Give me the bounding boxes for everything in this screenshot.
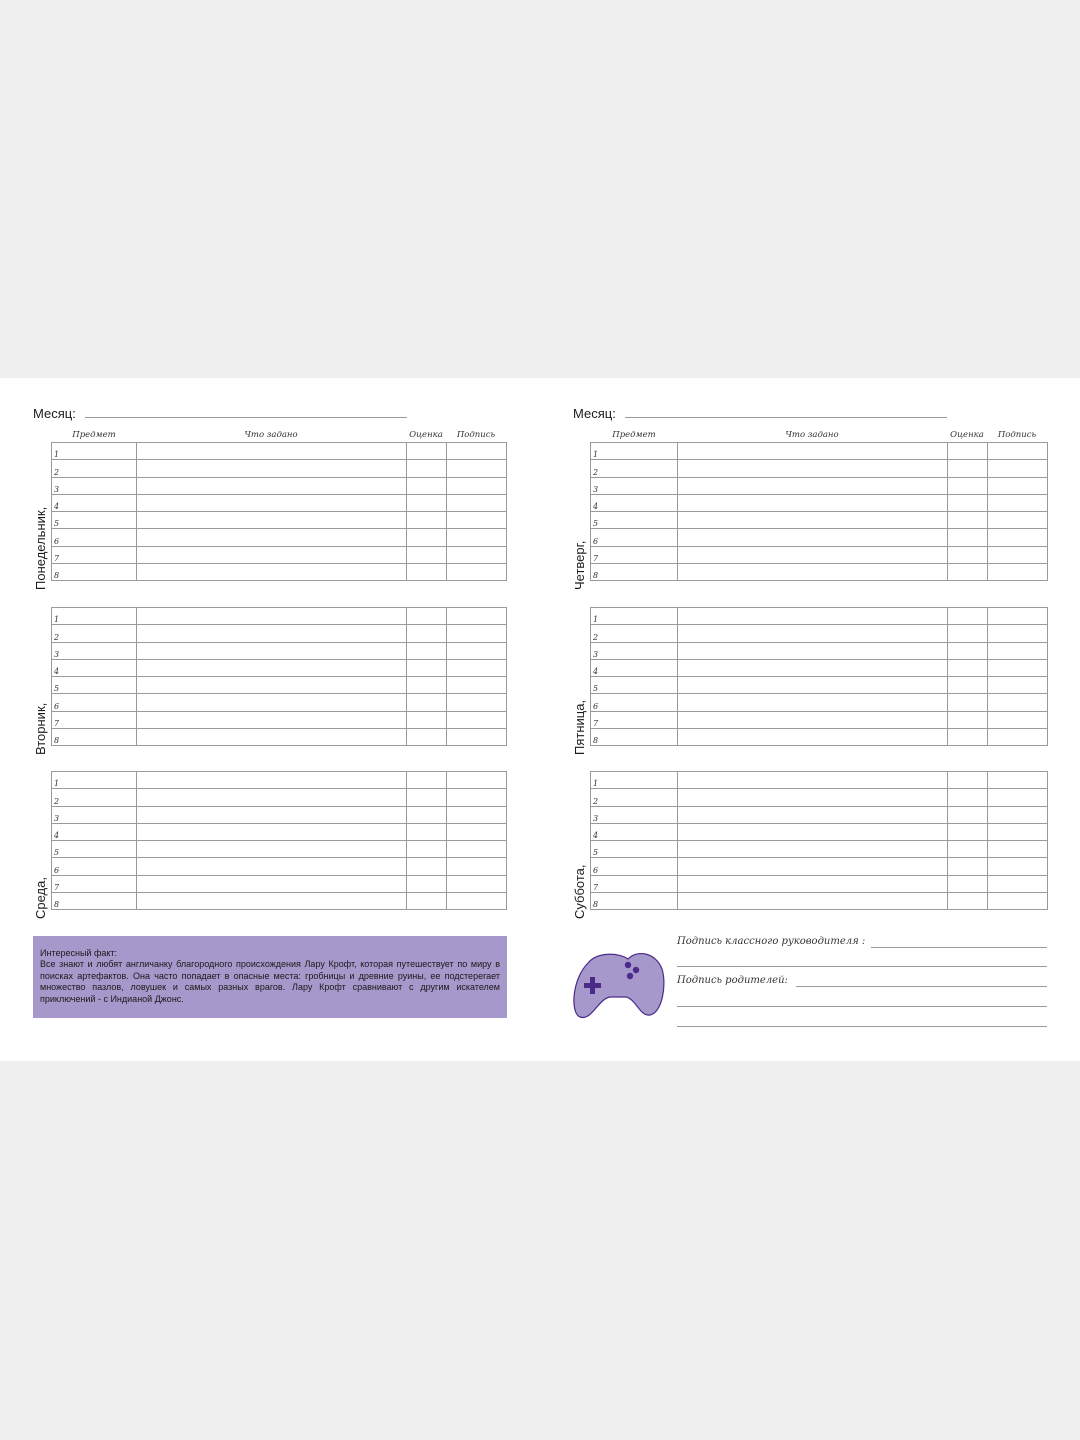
signature-cell[interactable] bbox=[988, 642, 1048, 659]
gamepad-icon bbox=[570, 943, 666, 1021]
subject-cell[interactable]: 7 bbox=[591, 875, 678, 892]
table-row bbox=[591, 564, 1048, 581]
subject-cell[interactable]: 2 bbox=[591, 460, 678, 477]
grade-cell[interactable] bbox=[948, 841, 988, 858]
task-cell[interactable] bbox=[137, 512, 407, 529]
task-cell[interactable] bbox=[137, 875, 407, 892]
task-cell[interactable] bbox=[137, 729, 407, 746]
task-cell[interactable] bbox=[137, 694, 407, 711]
grade-cell[interactable] bbox=[407, 443, 447, 460]
grade-cell[interactable] bbox=[407, 823, 447, 840]
task-cell[interactable] bbox=[137, 529, 407, 546]
parents-signature-line-2[interactable] bbox=[677, 1006, 1047, 1007]
month-line-left[interactable] bbox=[85, 417, 407, 418]
header-grade-left: Оценка bbox=[409, 430, 443, 440]
grade-cell[interactable] bbox=[948, 694, 988, 711]
table-row bbox=[591, 625, 1048, 642]
task-cell[interactable] bbox=[678, 659, 948, 676]
grade-cell[interactable] bbox=[948, 608, 988, 625]
table-row bbox=[52, 512, 507, 529]
day-name-label: Вторник, bbox=[33, 702, 48, 755]
day-name-label: Четверг, bbox=[572, 540, 587, 590]
subject-cell[interactable]: 8 bbox=[52, 729, 137, 746]
grade-cell[interactable] bbox=[407, 546, 447, 563]
subject-cell[interactable]: 4 bbox=[52, 494, 137, 511]
grade-cell[interactable] bbox=[948, 460, 988, 477]
grade-cell[interactable] bbox=[948, 659, 988, 676]
signature-cell[interactable] bbox=[447, 858, 507, 875]
subject-cell[interactable]: 8 bbox=[591, 729, 678, 746]
month-label-right bbox=[573, 406, 616, 421]
signature-cell[interactable] bbox=[447, 642, 507, 659]
table-row bbox=[52, 858, 507, 875]
task-cell[interactable] bbox=[678, 546, 948, 563]
subject-cell[interactable]: 2 bbox=[591, 625, 678, 642]
signature-cell[interactable] bbox=[988, 729, 1048, 746]
grade-cell[interactable] bbox=[948, 642, 988, 659]
task-cell[interactable] bbox=[137, 772, 407, 789]
table-row bbox=[52, 806, 507, 823]
subject-cell[interactable]: 4 bbox=[52, 659, 137, 676]
signature-cell[interactable] bbox=[988, 625, 1048, 642]
grade-cell[interactable] bbox=[407, 477, 447, 494]
subject-cell[interactable]: 8 bbox=[52, 564, 137, 581]
day-table bbox=[590, 607, 1048, 746]
task-cell[interactable] bbox=[137, 642, 407, 659]
signature-cell[interactable] bbox=[988, 823, 1048, 840]
task-cell[interactable] bbox=[137, 477, 407, 494]
task-cell[interactable] bbox=[678, 711, 948, 728]
month-line-right[interactable] bbox=[625, 417, 947, 418]
subject-cell[interactable]: 8 bbox=[52, 893, 137, 910]
grade-cell[interactable] bbox=[407, 711, 447, 728]
day-table bbox=[51, 607, 507, 746]
grade-cell[interactable] bbox=[948, 529, 988, 546]
grade-cell[interactable] bbox=[948, 858, 988, 875]
grade-cell[interactable] bbox=[407, 642, 447, 659]
signature-cell[interactable] bbox=[988, 659, 1048, 676]
signature-cell[interactable] bbox=[447, 711, 507, 728]
table-row bbox=[52, 875, 507, 892]
header-grade-right: Оценка bbox=[950, 430, 984, 440]
signature-cell[interactable] bbox=[447, 875, 507, 892]
signature-cell[interactable] bbox=[447, 659, 507, 676]
task-cell[interactable] bbox=[137, 494, 407, 511]
signature-cell[interactable] bbox=[988, 494, 1048, 511]
month-label-left bbox=[33, 406, 76, 421]
signature-cell[interactable] bbox=[988, 477, 1048, 494]
table-row bbox=[591, 546, 1048, 563]
header-subject-right: Предмет bbox=[612, 430, 656, 440]
subject-cell[interactable]: 7 bbox=[591, 711, 678, 728]
grade-cell[interactable] bbox=[948, 823, 988, 840]
table-row bbox=[591, 642, 1048, 659]
teacher-signature-line[interactable] bbox=[871, 947, 1047, 948]
header-signature-left: Подпись bbox=[456, 430, 496, 440]
signature-cell[interactable] bbox=[447, 443, 507, 460]
table-row bbox=[591, 875, 1048, 892]
grade-cell[interactable] bbox=[407, 841, 447, 858]
task-cell[interactable] bbox=[678, 625, 948, 642]
table-row bbox=[591, 608, 1048, 625]
grade-cell[interactable] bbox=[407, 677, 447, 694]
task-cell[interactable] bbox=[137, 893, 407, 910]
task-cell[interactable] bbox=[678, 642, 948, 659]
task-cell[interactable] bbox=[137, 443, 407, 460]
teacher-signature-line-2[interactable] bbox=[677, 966, 1047, 967]
signature-cell[interactable] bbox=[988, 875, 1048, 892]
task-cell[interactable] bbox=[137, 789, 407, 806]
subject-cell[interactable]: 5 bbox=[52, 677, 137, 694]
task-cell[interactable] bbox=[678, 564, 948, 581]
grade-cell[interactable] bbox=[407, 893, 447, 910]
grade-cell[interactable] bbox=[948, 711, 988, 728]
subject-cell[interactable]: 3 bbox=[591, 477, 678, 494]
grade-cell[interactable] bbox=[948, 564, 988, 581]
task-cell[interactable] bbox=[678, 494, 948, 511]
signature-cell[interactable] bbox=[988, 546, 1048, 563]
task-cell[interactable] bbox=[678, 477, 948, 494]
table-row bbox=[52, 729, 507, 746]
grade-cell[interactable] bbox=[948, 772, 988, 789]
fact-text: Все знают и любят англичанку благородного происхождения Лару Крофт, которая путешествует по миру в поисках артефактов. Она часто попадает в опасные места: гробницы и древние руины, ее подстерегает множество пазлов, ловушек и самых разных врагов. Лару Крофт сравнивают с другим искателем приключений - с Индианой Джонс. bbox=[40, 959, 500, 1004]
signature-cell[interactable] bbox=[447, 625, 507, 642]
table-row bbox=[52, 494, 507, 511]
task-cell[interactable] bbox=[678, 729, 948, 746]
subject-cell[interactable]: 1 bbox=[591, 772, 678, 789]
subject-cell[interactable]: 3 bbox=[52, 477, 137, 494]
interesting-fact-box bbox=[33, 936, 507, 1018]
subject-cell[interactable]: 5 bbox=[591, 841, 678, 858]
table-row bbox=[52, 477, 507, 494]
teacher-signature-label: Подпись классного руководителя : bbox=[677, 936, 866, 947]
signature-cell[interactable] bbox=[447, 772, 507, 789]
header-subject-left: Предмет bbox=[72, 430, 116, 440]
subject-cell[interactable]: 5 bbox=[591, 677, 678, 694]
table-row bbox=[591, 512, 1048, 529]
month-label-text: Месяц: bbox=[573, 406, 616, 421]
signature-cell[interactable] bbox=[988, 772, 1048, 789]
signature-cell[interactable] bbox=[988, 841, 1048, 858]
signature-cell[interactable] bbox=[988, 806, 1048, 823]
subject-cell[interactable]: 8 bbox=[591, 564, 678, 581]
grade-cell[interactable] bbox=[407, 789, 447, 806]
grade-cell[interactable] bbox=[407, 875, 447, 892]
signature-cell[interactable] bbox=[988, 893, 1048, 910]
signature-cell[interactable] bbox=[447, 841, 507, 858]
day-name-label: Среда, bbox=[33, 877, 48, 919]
task-cell[interactable] bbox=[678, 789, 948, 806]
day-name-label: Понедельник, bbox=[33, 506, 48, 590]
signature-cell[interactable] bbox=[447, 546, 507, 563]
parents-signature-line[interactable] bbox=[796, 986, 1047, 987]
task-cell[interactable] bbox=[137, 546, 407, 563]
table-row bbox=[52, 789, 507, 806]
table-row bbox=[52, 659, 507, 676]
table-row bbox=[591, 893, 1048, 910]
day-table bbox=[51, 442, 507, 581]
task-cell[interactable] bbox=[678, 841, 948, 858]
subject-cell[interactable]: 1 bbox=[591, 443, 678, 460]
signature-cell[interactable] bbox=[988, 529, 1048, 546]
grade-cell[interactable] bbox=[948, 789, 988, 806]
subject-cell[interactable]: 6 bbox=[52, 858, 137, 875]
signature-cell[interactable] bbox=[988, 512, 1048, 529]
signature-cell[interactable] bbox=[988, 677, 1048, 694]
subject-cell[interactable]: 4 bbox=[591, 659, 678, 676]
table-row bbox=[52, 711, 507, 728]
subject-cell[interactable]: 7 bbox=[52, 546, 137, 563]
table-row bbox=[591, 823, 1048, 840]
subject-cell[interactable]: 1 bbox=[52, 772, 137, 789]
subject-cell[interactable]: 2 bbox=[52, 789, 137, 806]
table-row bbox=[591, 694, 1048, 711]
signature-cell[interactable] bbox=[447, 564, 507, 581]
grade-cell[interactable] bbox=[948, 625, 988, 642]
signature-cell[interactable] bbox=[447, 477, 507, 494]
grade-cell[interactable] bbox=[407, 806, 447, 823]
grade-cell[interactable] bbox=[948, 677, 988, 694]
task-cell[interactable] bbox=[678, 694, 948, 711]
subject-cell[interactable]: 3 bbox=[52, 806, 137, 823]
task-cell[interactable] bbox=[678, 893, 948, 910]
grade-cell[interactable] bbox=[948, 512, 988, 529]
signature-cell[interactable] bbox=[447, 789, 507, 806]
signature-cell[interactable] bbox=[447, 893, 507, 910]
subject-cell[interactable]: 1 bbox=[591, 608, 678, 625]
grade-cell[interactable] bbox=[407, 858, 447, 875]
grade-cell[interactable] bbox=[948, 806, 988, 823]
table-row bbox=[591, 858, 1048, 875]
table-row bbox=[591, 494, 1048, 511]
table-row bbox=[52, 546, 507, 563]
task-cell[interactable] bbox=[678, 806, 948, 823]
diary-spread bbox=[0, 378, 1080, 1061]
grade-cell[interactable] bbox=[407, 512, 447, 529]
table-row bbox=[591, 772, 1048, 789]
task-cell[interactable] bbox=[678, 772, 948, 789]
task-cell[interactable] bbox=[137, 823, 407, 840]
grade-cell[interactable] bbox=[407, 659, 447, 676]
table-row bbox=[52, 443, 507, 460]
grade-cell[interactable] bbox=[948, 546, 988, 563]
table-row bbox=[591, 677, 1048, 694]
task-cell[interactable] bbox=[678, 443, 948, 460]
task-cell[interactable] bbox=[678, 529, 948, 546]
signature-cell[interactable] bbox=[988, 460, 1048, 477]
subject-cell[interactable]: 1 bbox=[52, 443, 137, 460]
grade-cell[interactable] bbox=[407, 729, 447, 746]
table-row bbox=[591, 841, 1048, 858]
table-row bbox=[591, 806, 1048, 823]
signature-cell[interactable] bbox=[988, 608, 1048, 625]
task-cell[interactable] bbox=[678, 608, 948, 625]
subject-cell[interactable]: 7 bbox=[52, 711, 137, 728]
signature-cell[interactable] bbox=[988, 858, 1048, 875]
table-row bbox=[591, 460, 1048, 477]
task-cell[interactable] bbox=[137, 806, 407, 823]
table-row bbox=[52, 772, 507, 789]
table-row bbox=[591, 711, 1048, 728]
signature-cell[interactable] bbox=[447, 677, 507, 694]
signature-cell[interactable] bbox=[988, 443, 1048, 460]
table-row bbox=[52, 642, 507, 659]
table-row bbox=[52, 529, 507, 546]
task-cell[interactable] bbox=[678, 875, 948, 892]
signature-cell[interactable] bbox=[988, 564, 1048, 581]
subject-cell[interactable]: 5 bbox=[591, 512, 678, 529]
subject-cell[interactable]: 1 bbox=[52, 608, 137, 625]
table-row bbox=[52, 694, 507, 711]
task-cell[interactable] bbox=[137, 564, 407, 581]
signature-cell[interactable] bbox=[447, 694, 507, 711]
grade-cell[interactable] bbox=[407, 608, 447, 625]
grade-cell[interactable] bbox=[948, 477, 988, 494]
task-cell[interactable] bbox=[137, 677, 407, 694]
grade-cell[interactable] bbox=[948, 875, 988, 892]
signature-cell[interactable] bbox=[988, 694, 1048, 711]
task-cell[interactable] bbox=[137, 858, 407, 875]
subject-cell[interactable]: 4 bbox=[591, 494, 678, 511]
day-name-label: Пятница, bbox=[572, 699, 587, 755]
table-row bbox=[52, 625, 507, 642]
subject-cell[interactable]: 6 bbox=[52, 529, 137, 546]
task-cell[interactable] bbox=[678, 677, 948, 694]
signature-cell[interactable] bbox=[447, 823, 507, 840]
task-cell[interactable] bbox=[137, 659, 407, 676]
table-row bbox=[591, 729, 1048, 746]
grade-cell[interactable] bbox=[407, 694, 447, 711]
grade-cell[interactable] bbox=[948, 443, 988, 460]
grade-cell[interactable] bbox=[407, 529, 447, 546]
subject-cell[interactable]: 6 bbox=[591, 529, 678, 546]
header-task-right: Что задано bbox=[785, 430, 839, 440]
grade-cell[interactable] bbox=[407, 460, 447, 477]
subject-cell[interactable]: 6 bbox=[591, 694, 678, 711]
grade-cell[interactable] bbox=[407, 625, 447, 642]
header-signature-right: Подпись bbox=[997, 430, 1037, 440]
table-row bbox=[52, 460, 507, 477]
subject-cell[interactable]: 3 bbox=[591, 642, 678, 659]
day-table bbox=[590, 442, 1048, 581]
task-cell[interactable] bbox=[678, 858, 948, 875]
signature-cell[interactable] bbox=[447, 806, 507, 823]
subject-cell[interactable]: 2 bbox=[591, 789, 678, 806]
table-row bbox=[52, 893, 507, 910]
task-cell[interactable] bbox=[137, 841, 407, 858]
subject-cell[interactable]: 4 bbox=[52, 823, 137, 840]
subject-cell[interactable]: 6 bbox=[52, 694, 137, 711]
signature-cell[interactable] bbox=[447, 608, 507, 625]
subject-cell[interactable]: 4 bbox=[591, 823, 678, 840]
signature-cell[interactable] bbox=[447, 729, 507, 746]
task-cell[interactable] bbox=[137, 460, 407, 477]
day-name-label: Суббота, bbox=[572, 864, 587, 919]
table-row bbox=[591, 477, 1048, 494]
task-cell[interactable] bbox=[137, 608, 407, 625]
table-row bbox=[591, 443, 1048, 460]
signature-cell[interactable] bbox=[447, 529, 507, 546]
task-cell[interactable] bbox=[137, 625, 407, 642]
signature-cell[interactable] bbox=[447, 512, 507, 529]
subject-cell[interactable]: 7 bbox=[591, 546, 678, 563]
grade-cell[interactable] bbox=[948, 729, 988, 746]
table-row bbox=[52, 608, 507, 625]
task-cell[interactable] bbox=[678, 512, 948, 529]
subject-cell[interactable]: 6 bbox=[591, 858, 678, 875]
signature-cell[interactable] bbox=[988, 789, 1048, 806]
grade-cell[interactable] bbox=[407, 494, 447, 511]
signature-cell[interactable] bbox=[447, 460, 507, 477]
header-task-left: Что задано bbox=[244, 430, 298, 440]
subject-cell[interactable]: 3 bbox=[52, 642, 137, 659]
month-label-text: Месяц: bbox=[33, 406, 76, 421]
grade-cell[interactable] bbox=[948, 893, 988, 910]
subject-cell[interactable]: 2 bbox=[52, 625, 137, 642]
grade-cell[interactable] bbox=[407, 564, 447, 581]
subject-cell[interactable]: 7 bbox=[52, 875, 137, 892]
table-row bbox=[52, 841, 507, 858]
table-row bbox=[52, 823, 507, 840]
parents-signature-label: Подпись родителей: bbox=[677, 975, 788, 986]
subject-cell[interactable]: 2 bbox=[52, 460, 137, 477]
task-cell[interactable] bbox=[137, 711, 407, 728]
signature-cell[interactable] bbox=[988, 711, 1048, 728]
subject-cell[interactable]: 5 bbox=[52, 512, 137, 529]
parents-signature-line-3[interactable] bbox=[677, 1026, 1047, 1027]
grade-cell[interactable] bbox=[948, 494, 988, 511]
table-row bbox=[591, 659, 1048, 676]
fact-title: Интересный факт: bbox=[40, 948, 118, 958]
task-cell[interactable] bbox=[678, 823, 948, 840]
subject-cell[interactable]: 3 bbox=[591, 806, 678, 823]
table-row bbox=[52, 677, 507, 694]
table-row bbox=[52, 564, 507, 581]
signature-cell[interactable] bbox=[447, 494, 507, 511]
subject-cell[interactable]: 5 bbox=[52, 841, 137, 858]
day-table bbox=[590, 771, 1048, 910]
table-row bbox=[591, 789, 1048, 806]
grade-cell[interactable] bbox=[407, 772, 447, 789]
day-table bbox=[51, 771, 507, 910]
table-row bbox=[591, 529, 1048, 546]
subject-cell[interactable]: 8 bbox=[591, 893, 678, 910]
task-cell[interactable] bbox=[678, 460, 948, 477]
